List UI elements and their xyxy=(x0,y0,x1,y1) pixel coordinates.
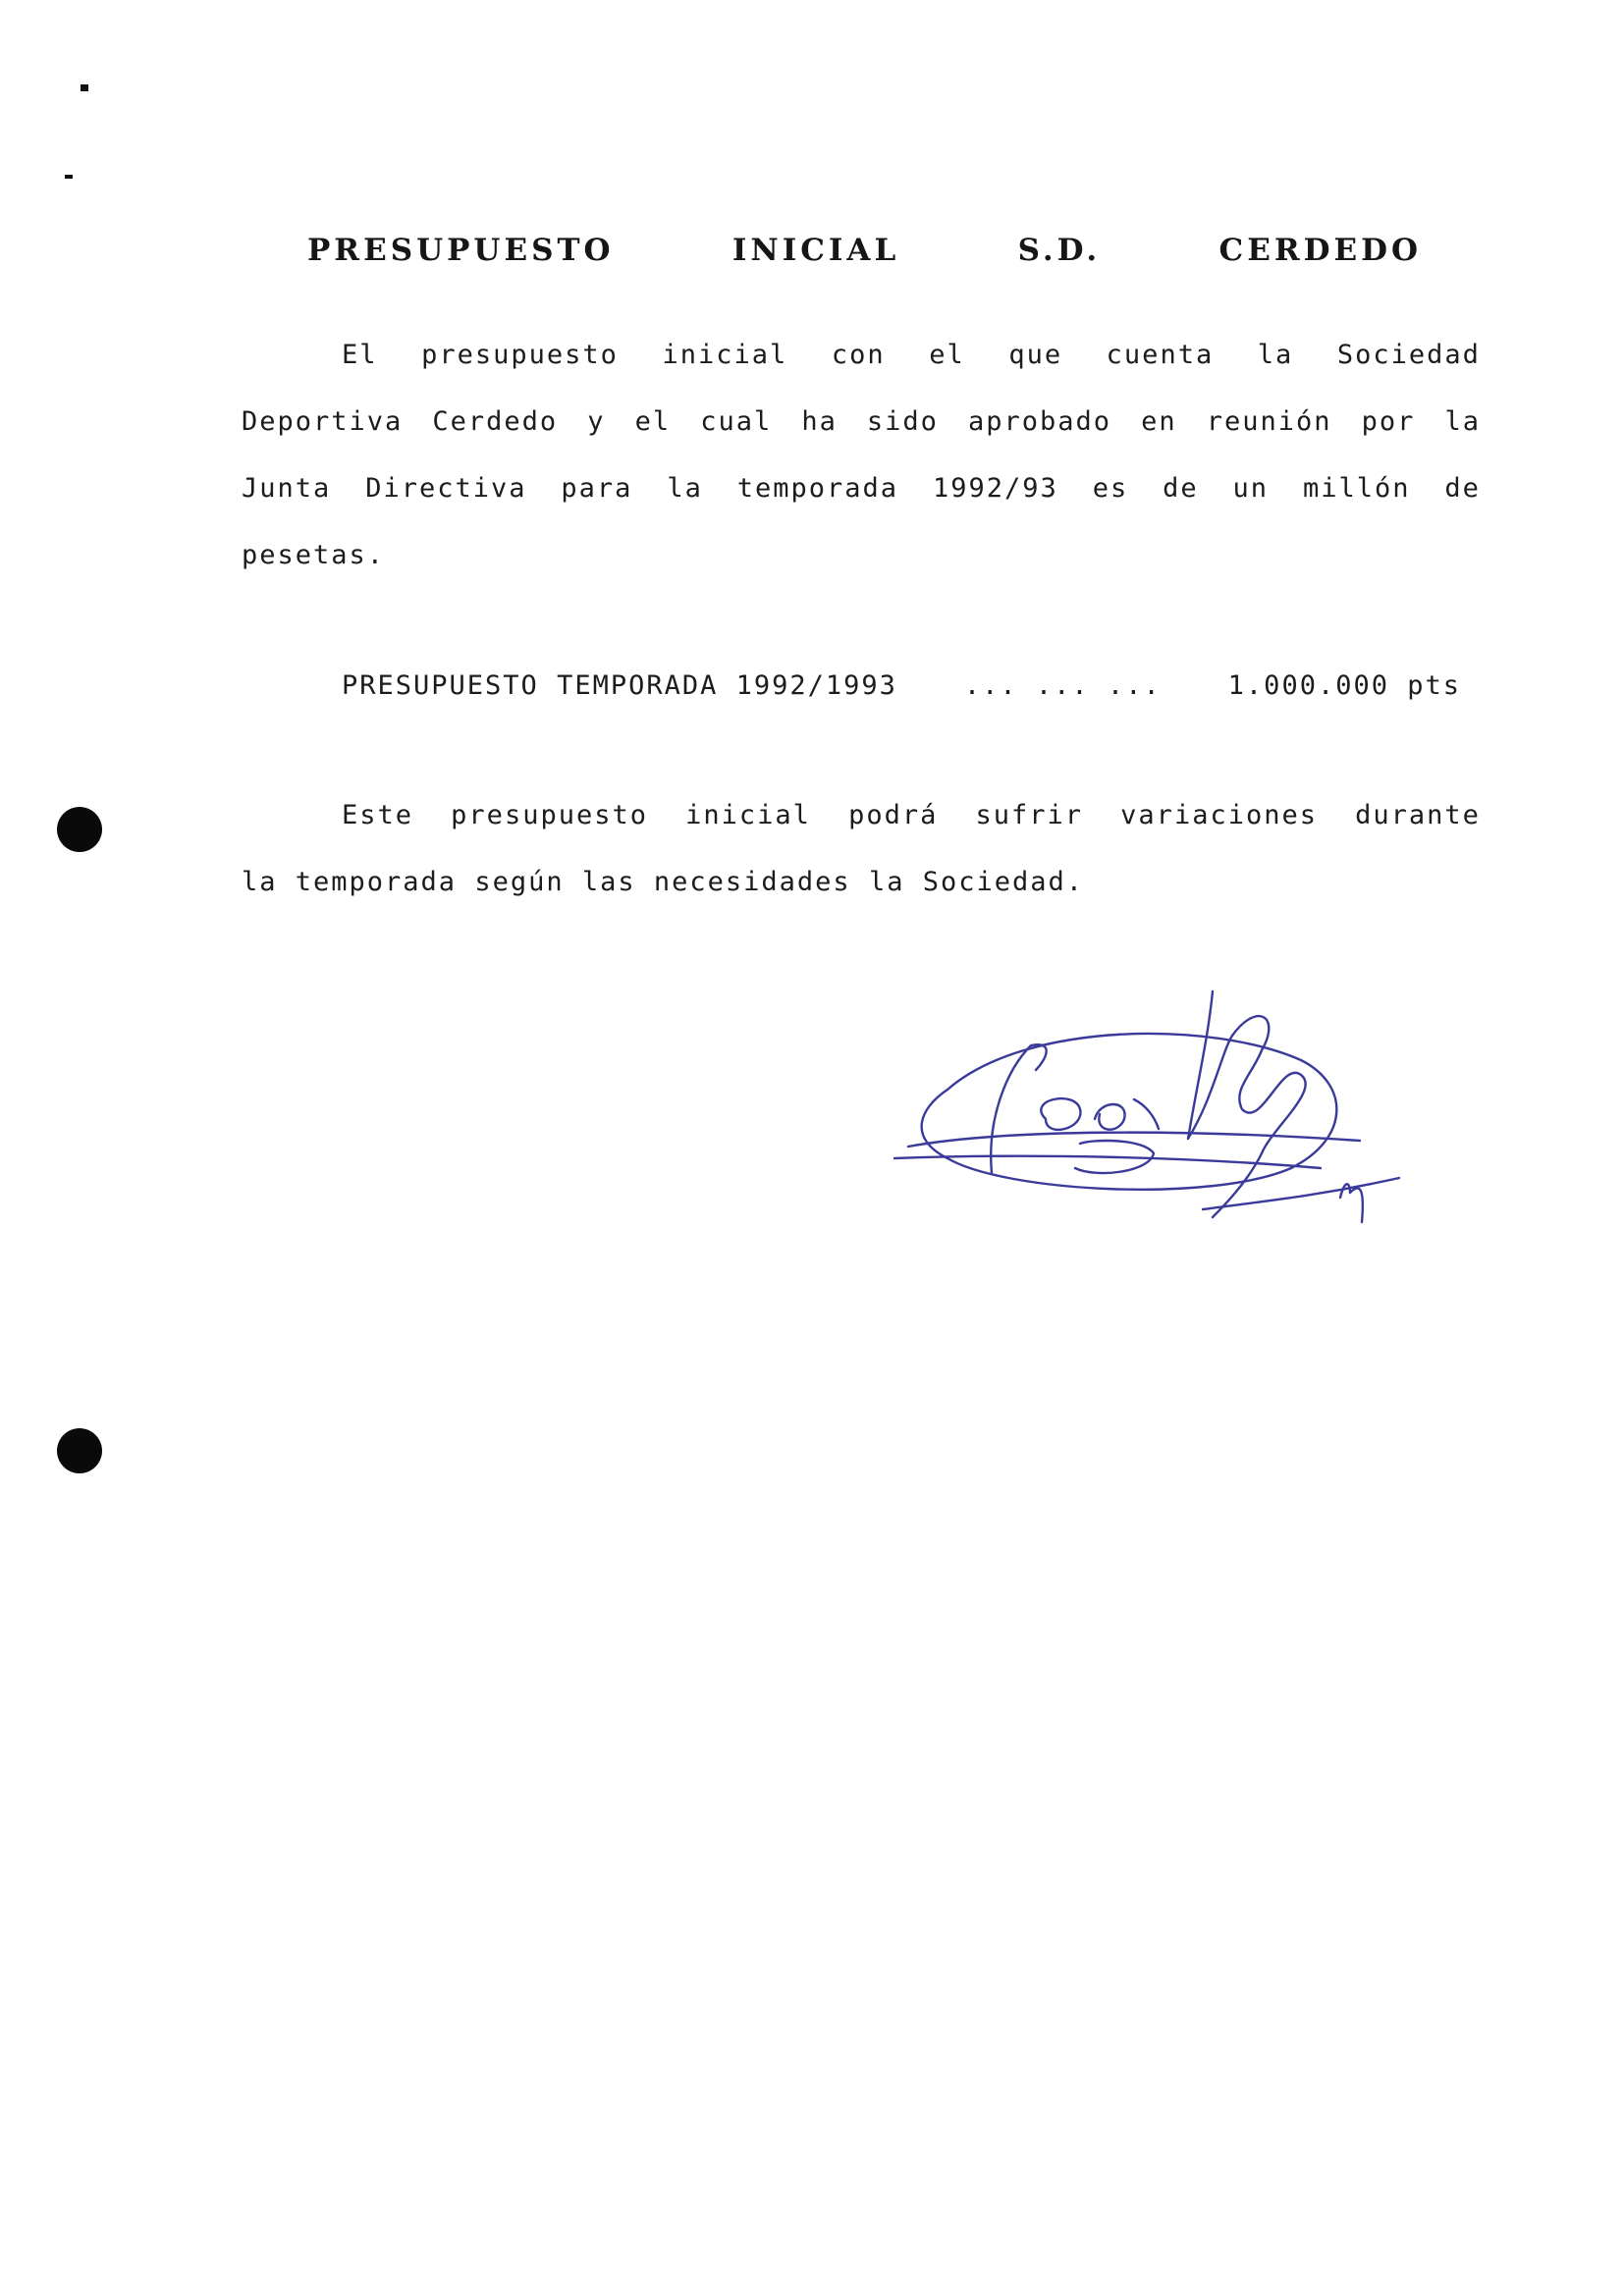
p1-word: ha xyxy=(801,406,838,437)
p1-word: con xyxy=(831,340,886,370)
p1-word: que xyxy=(1008,340,1063,370)
p2-word: presupuesto xyxy=(451,800,648,830)
p2-word: variaciones xyxy=(1120,800,1318,830)
title-word-4: CERDEDO xyxy=(1218,233,1422,268)
p1-word: Deportiva xyxy=(242,406,404,437)
paragraph1-line4: pesetas. xyxy=(242,540,386,570)
p1-word: en xyxy=(1141,406,1177,437)
p1-word: Sociedad xyxy=(1336,340,1481,370)
p1-word: 1992/93 xyxy=(932,473,1058,504)
paragraph-budget-variations xyxy=(242,782,1481,916)
p1-word: reunión xyxy=(1206,406,1332,437)
p1-word: el xyxy=(634,406,672,437)
p1-word: Directiva xyxy=(365,473,527,504)
p1-word: aprobado xyxy=(968,406,1112,437)
p1-word: y xyxy=(587,406,606,437)
p2-word: durante xyxy=(1355,800,1481,830)
paragraph2-line2: la temporada según las necesidades la Sociedad. xyxy=(242,867,1085,897)
title-word-1: PRESUPUESTO xyxy=(307,233,615,268)
p1-word: el xyxy=(929,340,965,370)
p1-word: millón xyxy=(1302,473,1411,504)
title-word-3: S.D. xyxy=(1017,233,1102,268)
p2-word: podrá xyxy=(848,800,939,830)
p1-word: la xyxy=(1257,340,1294,370)
p1-word: un xyxy=(1232,473,1270,504)
document-title xyxy=(307,233,1422,268)
p1-word: de xyxy=(1444,473,1481,504)
p1-word: la xyxy=(667,473,703,504)
p1-word: para xyxy=(561,473,633,504)
paragraph1-line2 xyxy=(242,389,1481,455)
p1-word: inicial xyxy=(662,340,788,370)
title-word-2: INICIAL xyxy=(731,233,900,268)
p2-word: sufrir xyxy=(975,800,1084,830)
p1-word: Cerdedo xyxy=(432,406,559,437)
p1-word: por xyxy=(1361,406,1416,437)
budget-label: PRESUPUESTO TEMPORADA 1992/1993 xyxy=(342,669,897,701)
budget-summary-line xyxy=(342,662,1461,709)
p1-word: temporada xyxy=(736,473,899,504)
p1-word: cuenta xyxy=(1106,340,1215,370)
punch-hole-lower xyxy=(57,1428,102,1473)
p1-word: sido xyxy=(866,406,939,437)
scan-speck-second xyxy=(65,175,73,179)
p1-word: de xyxy=(1163,473,1199,504)
p1-word: presupuesto xyxy=(421,340,619,370)
budget-leader-dots: ... ... ... xyxy=(963,669,1162,701)
paragraph1-line3 xyxy=(242,455,1481,522)
budget-amount: 1.000.000 pts xyxy=(1227,669,1461,701)
paragraph-budget-approval xyxy=(242,322,1481,589)
p2-word: inicial xyxy=(685,800,811,830)
handwritten-signature-icon xyxy=(889,982,1409,1237)
p1-word: es xyxy=(1092,473,1129,504)
paragraph1-line1 xyxy=(242,322,1481,389)
p1-word: cual xyxy=(700,406,773,437)
scan-speck-top xyxy=(81,84,88,91)
punch-hole-upper xyxy=(57,807,102,852)
p2-word: Este xyxy=(342,800,414,830)
paragraph2-line1 xyxy=(242,782,1481,849)
p1-word: Junta xyxy=(242,473,332,504)
p1-word: la xyxy=(1444,406,1481,437)
p1-word: El xyxy=(342,340,378,370)
